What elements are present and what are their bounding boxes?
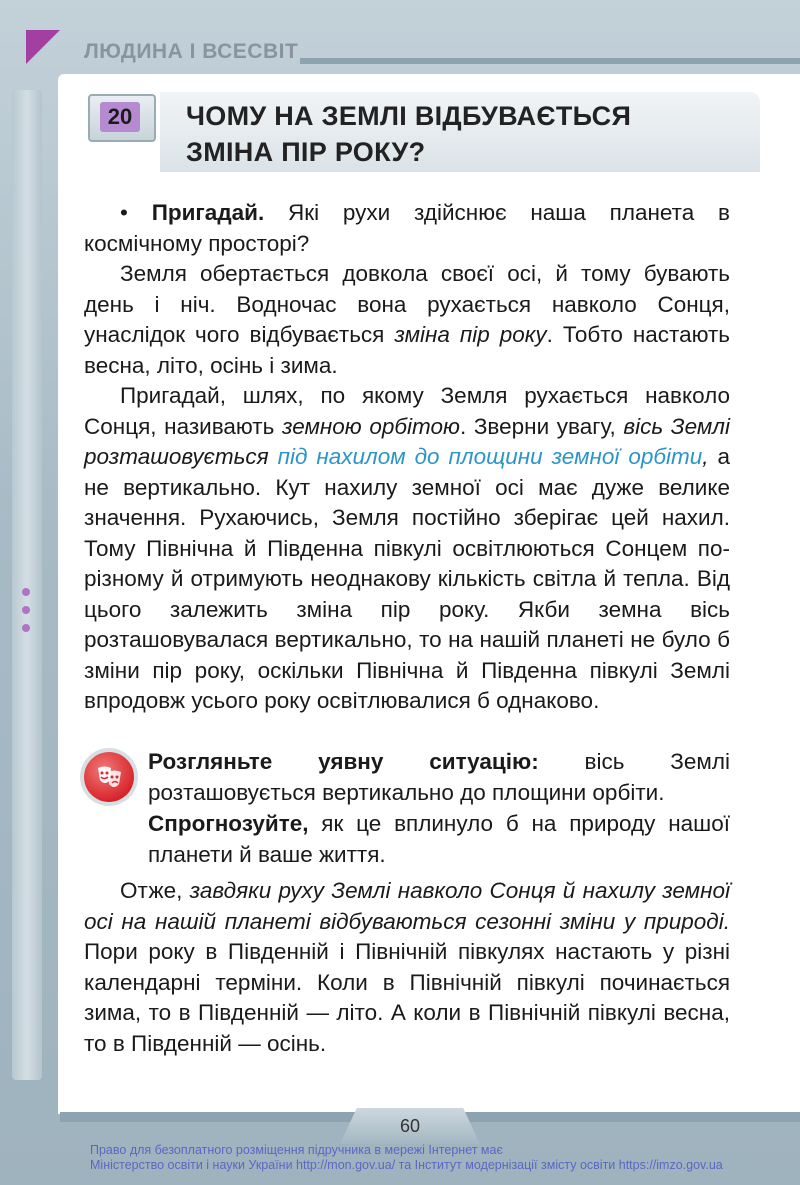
- italic-term: земною орбітою: [281, 413, 460, 439]
- theatre-masks-icon: [84, 752, 134, 802]
- top-rail: [300, 58, 800, 64]
- lesson-number-box: [88, 94, 156, 142]
- title-line-1: ЧОМУ НА ЗЕМЛІ ВІДБУВАЄТЬСЯ: [186, 101, 632, 131]
- italic-term: зміна пір року: [394, 322, 547, 347]
- recall-paragraph: [84, 198, 730, 259]
- decor-dot: [22, 588, 30, 596]
- task-label: Спрогнозуйте,: [148, 811, 309, 836]
- section-label: ЛЮДИНА І ВСЕСВІТ: [84, 40, 299, 63]
- task-text: вісь Землі розташовується вертикально до площини орбіти.: [148, 749, 730, 805]
- title-line-2: ЗМІНА ПІР РОКУ?: [186, 137, 426, 167]
- footer-line-1: Право для безоплатного розміщення підручника в мережі Інтернет має: [90, 1143, 503, 1157]
- text-run: Пригадай, шлях, по якому Земля рухається навколо Сонця, називають: [84, 383, 730, 439]
- paragraph-1: [84, 259, 730, 381]
- decor-dot: [22, 624, 30, 632]
- glossary-link[interactable]: під нахилом до площини земної орбіти: [277, 444, 703, 469]
- footer-notice: [90, 1143, 790, 1173]
- italic-term: вісь Землі розташовується: [84, 413, 730, 469]
- task-part-2: [148, 808, 730, 870]
- text-run: Отже,: [120, 878, 190, 903]
- lesson-title: [186, 98, 746, 170]
- text-run: Земля обертається довкола своєї осі, й тому бувають день і ніч. Водночас вона рухається навколо Сонця, унаслідок чого відбувається: [84, 261, 730, 347]
- main-text: [84, 198, 730, 717]
- recall-label: Пригадай.: [151, 200, 265, 225]
- task-part-1: [148, 746, 730, 808]
- lesson-number: 20: [100, 102, 140, 132]
- text-run: а не вертикально. Кут нахилу земної осі має дуже велике значення. Рухаючись, Земля постійно зберігає цей нахил. Тому Північна й Південна півкулі освітлюються Сонцем по-різному й отримують неоднакову кількість світла й тепла. Від цього залежить зміна пір року. Якби земна вісь розташовувалася вертикально, то на нашій планеті не було б зміни пір року, оскільки Північна й Південна півкулі Землі впродовж усього року освітлювалися б однаково.: [84, 444, 731, 713]
- conclusion-paragraph: [84, 876, 730, 1059]
- text-run: . Тобто настають весна, літо, осінь і зима.: [84, 322, 730, 378]
- footer-line-2: Міністерство освіти і науки України http://mon.gov.ua/ та Інститут модернізації змісту освіти https://imzo.gov.ua: [90, 1158, 723, 1172]
- conclusion-text: [84, 876, 730, 1059]
- page-number: 60: [399, 1116, 421, 1136]
- italic-term: ,: [702, 444, 709, 469]
- text-run: Пори року в Південній і Північній півкулях настають у різні календарні терміни. Коли в Північній півкулі починається зима, то в Південній — літо. А коли в Північній півкулі весна, то в Південній — осінь.: [84, 939, 730, 1056]
- task-text: як це вплинуло б на природу нашої планети й ваше життя.: [148, 811, 730, 867]
- decor-dot: [22, 606, 30, 614]
- recall-text: Які рухи здійснює наша планета в космічному просторі?: [84, 200, 730, 256]
- corner-triangle: [26, 30, 60, 64]
- side-rail: [12, 90, 42, 1080]
- bullet: •: [120, 200, 128, 225]
- italic-term: завдяки руху Землі навколо Сонця й нахилу земної осі на нашій планеті відбуваються сезонні зміни у природі.: [84, 878, 730, 934]
- task-label: Розгляньте уявну ситуацію:: [148, 749, 539, 774]
- text-run: . Зверни увагу,: [459, 413, 624, 439]
- imaginary-situation-task: [148, 746, 730, 870]
- paragraph-2: [84, 381, 730, 717]
